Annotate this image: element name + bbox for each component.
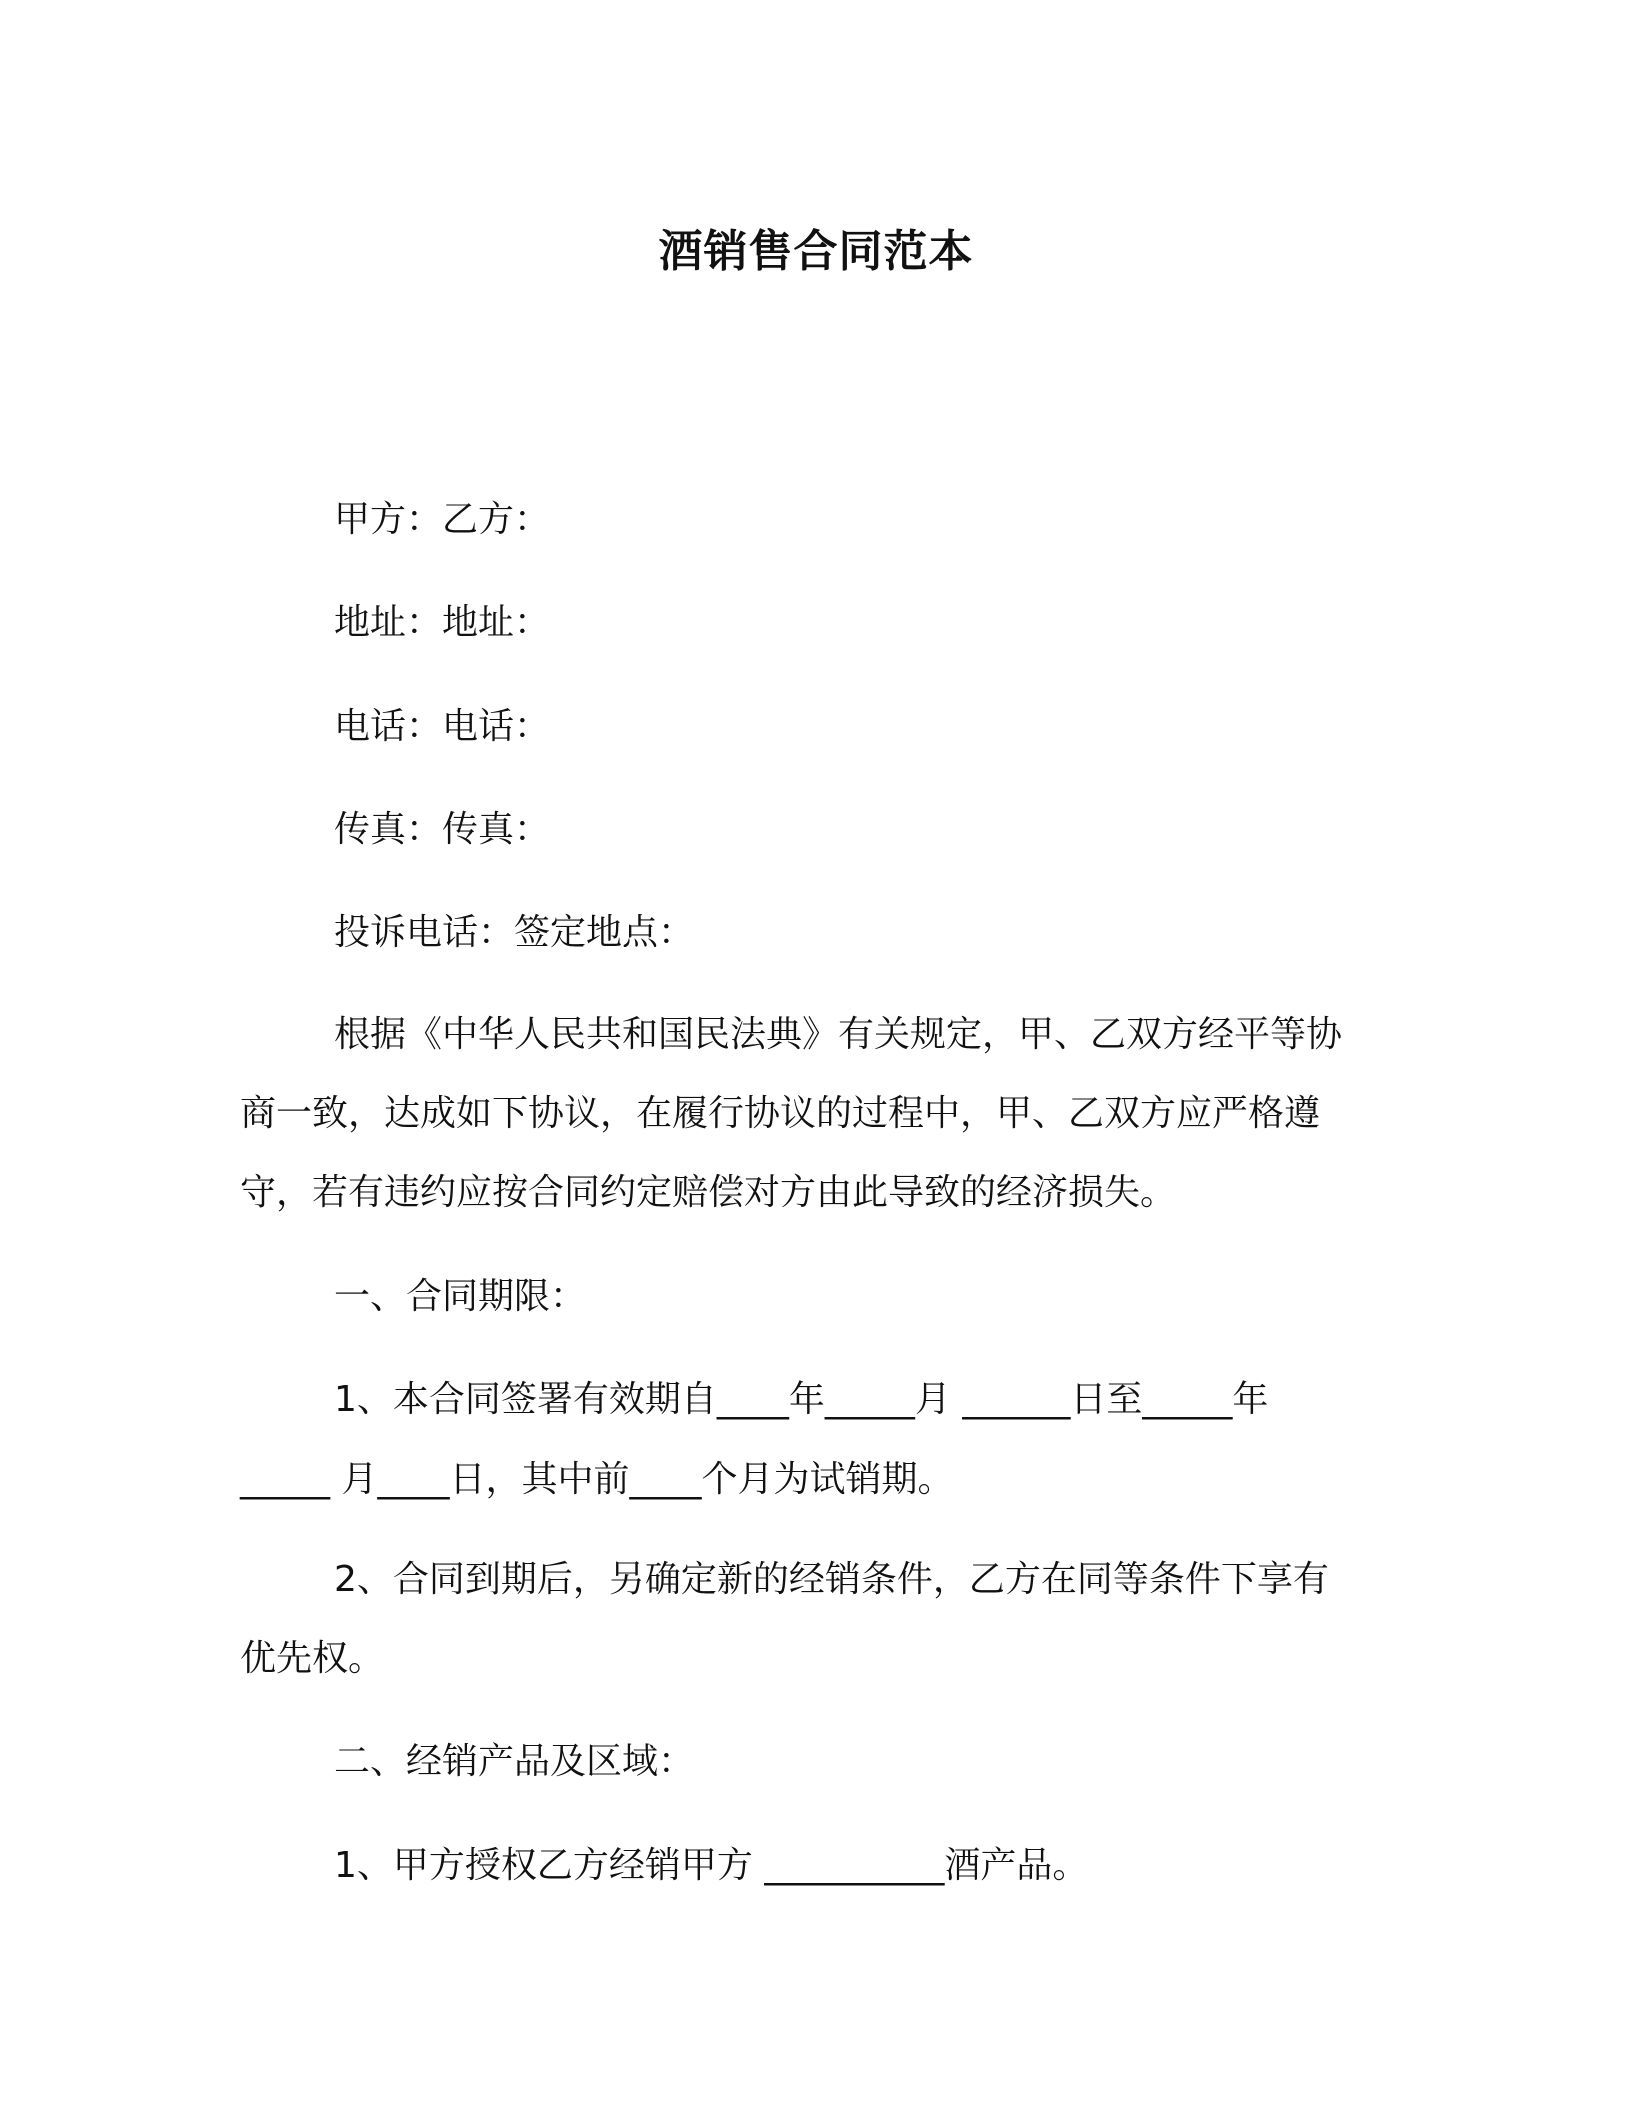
- section1-clause2-line1: 2、合同到期后，另确定新的经销条件，乙方在同等条件下享有: [334, 1559, 1329, 1600]
- preamble-line-1: 根据《中华人民共和国民法典》有关规定，甲、乙双方经平等协: [334, 1014, 1343, 1055]
- section2-heading: 二、经销产品及区域：: [334, 1741, 695, 1782]
- preamble-line-3: 守，若有违约应按合同约定赔偿对方由此导致的经济损失。: [240, 1172, 1177, 1213]
- party-line-a: 甲方：乙方：: [334, 499, 551, 540]
- section1-clause1-line2: _____ 月____日，其中前____个月为试销期。: [240, 1459, 954, 1500]
- section1-heading: 一、合同期限：: [334, 1276, 587, 1317]
- preamble-line-2: 商一致，达成如下协议，在履行协议的过程中，甲、乙双方应严格遵: [240, 1093, 1321, 1134]
- section1-clause2-line2: 优先权。: [240, 1638, 385, 1679]
- section2-clause1: 1、甲方授权乙方经销甲方 __________酒产品。: [334, 1845, 1089, 1886]
- phone-line: 电话：电话：: [334, 706, 551, 747]
- document-title: 酒销售合同范本: [658, 226, 974, 277]
- section1-clause1-line1: 1、本合同签署有效期自____年_____月 ______日至_____年: [334, 1379, 1269, 1420]
- fax-line: 传真：传真：: [334, 809, 551, 850]
- address-line: 地址：地址：: [334, 602, 551, 643]
- complaint-phone-line: 投诉电话：签定地点：: [334, 912, 695, 953]
